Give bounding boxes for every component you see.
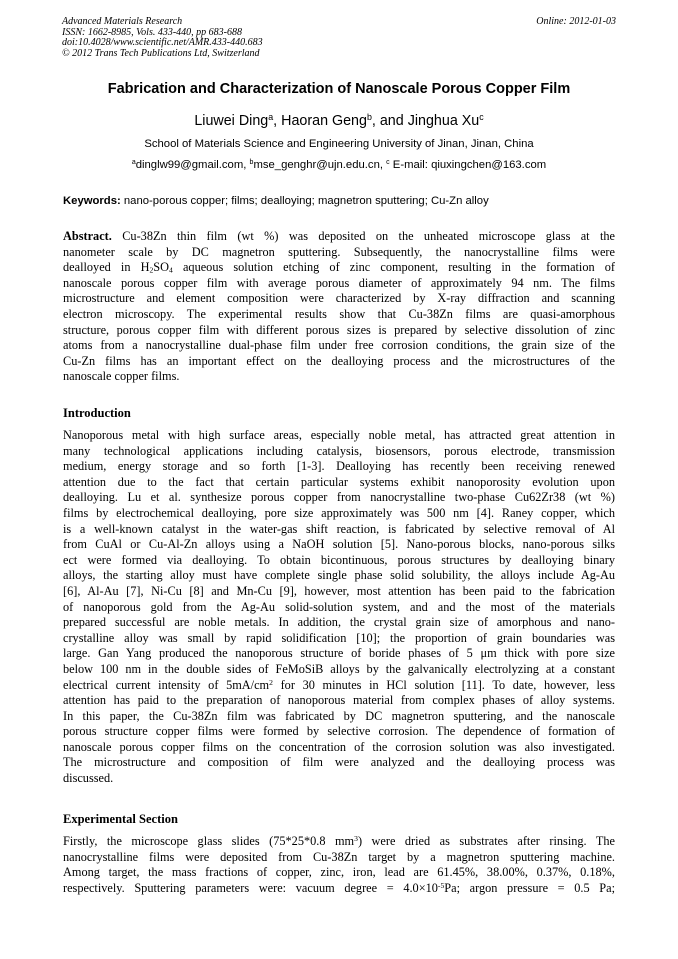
text-line: attention due to the fact that certain particular systems exhibit nanoporosity evolution upon [63,474,615,489]
issn-line: ISSN: 1662-8985, Vols. 433-440, pp 683-688 [62,26,242,38]
author-list [40,113,638,129]
text-line: many technological applications including catalysis, biosensors, porous electrode, transmission [63,443,615,458]
experimental-paragraph [63,834,615,896]
author-separator: , and [371,113,408,129]
text-line: is a well-known catalyst in the water-gas shift reaction, is fabricated by selective removal of Al [63,521,615,536]
author-mark: c [479,112,484,123]
text-line: Firstly, the microscope glass slides (75*25*0.8 $mm^3$) were dried as substrates after rinsing. The [63,833,615,848]
abstract-paragraph [63,229,615,385]
text-line: films by electrochemical dealloying, pore size approximately was 500 nm [4]. Raney copper, which [63,505,615,520]
affiliation: School of Materials Science and Engineering University of Jinan, Jinan, China [144,138,534,150]
keywords [63,195,615,207]
text-line: Nanoporous metal with high surface areas, especially noble metal, has attracted great attention in [63,428,615,442]
author-name: Haoran Geng [281,113,367,129]
email-mark: c [386,159,390,167]
text-line: electrical current intensity of $5mA/cm^2$ for 30 minutes in HCl solution [11]. To date, however, less [63,677,615,692]
email-address[interactable]: mse_genghr@ujn.edu.cn, [253,159,387,171]
journal-name: Advanced Materials Research [62,16,183,27]
text-line: of nanoporous gold from the Ag-Au solid-solution system, and and the most of the materials [63,599,615,614]
text-line: nanoscale porous copper films on the concentration of the corrosion solution was also investigated. [63,739,615,754]
introduction-paragraph [63,428,615,787]
online-date: Online: 2012-01-03 [536,16,616,27]
email-mark: a [131,159,136,167]
text-line: Abstract. Cu-38Zn thin film (wt %) was deposited on the unheated microscope glass at the [63,229,615,243]
text-line: microstructure and element composition were characterized by X-ray diffraction and scanning [63,291,615,306]
text-line: structure, porous copper film with different porous sizes is prepared by selective dissolution of zinc [63,322,615,337]
text-line: porous structure copper films were formed by selective corrosion. The dependence of formation of [63,724,615,739]
text-line: prepared successful are noble metals. In addition, the crystal grain size of amorphous and nano- [63,615,615,630]
unit-superscript: 2 [269,677,273,687]
text-line: Cu-Zn films has an important effect on the dealloying process and the microstructures of the [63,353,615,368]
text-line: from CuAl or Cu-Al-Zn alloys using a NaOH solution [5]. Nano-porous blocks, nano-porous silks [63,537,615,552]
text-line: [6], Al-Au [7], Ni-Cu [8] and Mn-Cu [9], however, most attention has been paid to the fabrication [63,583,615,598]
email-list [40,159,638,171]
text-line: large. Gan Yang produced the nanoporous structure of boride phases of 5 μm thick with pore size [63,646,615,661]
text-line: medium, energy storage and so forth [1-3]. Dealloying has recently been receiving renewed [63,459,615,474]
text-line: nanoscale porous copper film with average porous diameter of approximately 94 nm. The films [63,275,615,290]
text-line: discussed. [63,771,114,786]
journal-header [62,17,616,59]
text-line: nanoscale copper films. [63,369,180,384]
author-name: Jinghua Xu [407,113,480,129]
text-line: attention has paid to the preparation of nanoporous material from complex phases of alloy systems. [63,693,615,708]
copyright-line: © 2012 Trans Tech Publications Ltd, Switzerland [62,47,260,59]
author-mark: a [268,112,274,123]
section-heading-introduction: Introduction [63,406,131,420]
exponent-superscript: -5 [437,880,445,890]
text-line: nanometer scale by DC magnetron sputtering. Subsequently, the nanocrystalline films were [63,244,615,259]
formula-subscript: 2 [149,265,154,275]
keywords-text: nano-porous copper; films; dealloying; magnetron sputtering; Cu-Zn alloy [120,195,489,207]
doi-line: doi:10.4028/www.scientific.net/AMR.433-440.683 [62,37,263,48]
author-separator: , [273,113,282,129]
email-address[interactable]: E-mail: qiuxingchen@163.com [389,159,547,171]
text-line: atoms from a nanocrystalline dual-phase film under free corrosion conditions, the grain size of the [63,338,615,353]
abstract-label: Abstract. [63,229,112,243]
email-address[interactable]: dinglw99@gmail.com, [135,159,250,171]
keywords-label: Keywords: [63,195,121,207]
text-line: below 100 nm in the double sides of FeMoSiB alloys by the galvanically electrolyzing at a constant [63,661,615,676]
text-line: ect were formed via dealloying. To obtain bicontinuous, porous structures by dealloying binary [63,552,615,567]
text-line: crystalline alloy was small by rapid solidification [10]; the proportion of grain boundaries was [63,630,615,645]
formula-subscript: 4 [169,265,173,275]
text-line: dealloyed in $H_2SO_4$ aqueous solution etching of zinc component, resulting in the formation of [63,260,616,275]
email-mark: b [249,159,254,167]
unit-superscript: 3 [354,833,358,843]
author-name: Liuwei Ding [194,113,269,129]
text-line: respectively. Sputtering parameters were: vacuum degree = $4.0\times 10^{-5}Pa$; argon pressure = 0.5 Pa; [63,880,615,895]
text-line: alloys, the starting alloy must have complete single phase solid solubility, the alloys include Ag-Au [63,568,615,583]
text-line: The microstructure and composition of film were analyzed and the dealloying process was [63,755,615,770]
text-line: electron microscopy. The experimental results show that Cu-38Zn films are quasi-amorphous [63,306,615,321]
text-line: dealloying. Lu et al. synthesize porous copper from nanocrystalline two-phase Cu62Zr38 (wt %) [63,490,615,505]
text-line: nanocrystalline films were deposited from Cu-38Zn target by a magnetron sputtering machine. [63,849,615,864]
text-line: In this paper, the Cu-38Zn film was fabricated by DC magnetron sputtering, and the nanoscale [63,708,615,723]
text-line: Among target, the mass fractions of copper, zinc, iron, lead are 61.45%, 38.00%, 0.37%, 0.18%, [63,865,615,880]
section-heading-experimental: Experimental Section [63,812,178,826]
author-mark: b [366,112,372,123]
paper-title: Fabrication and Characterization of Nanoscale Porous Copper Film [107,81,571,97]
